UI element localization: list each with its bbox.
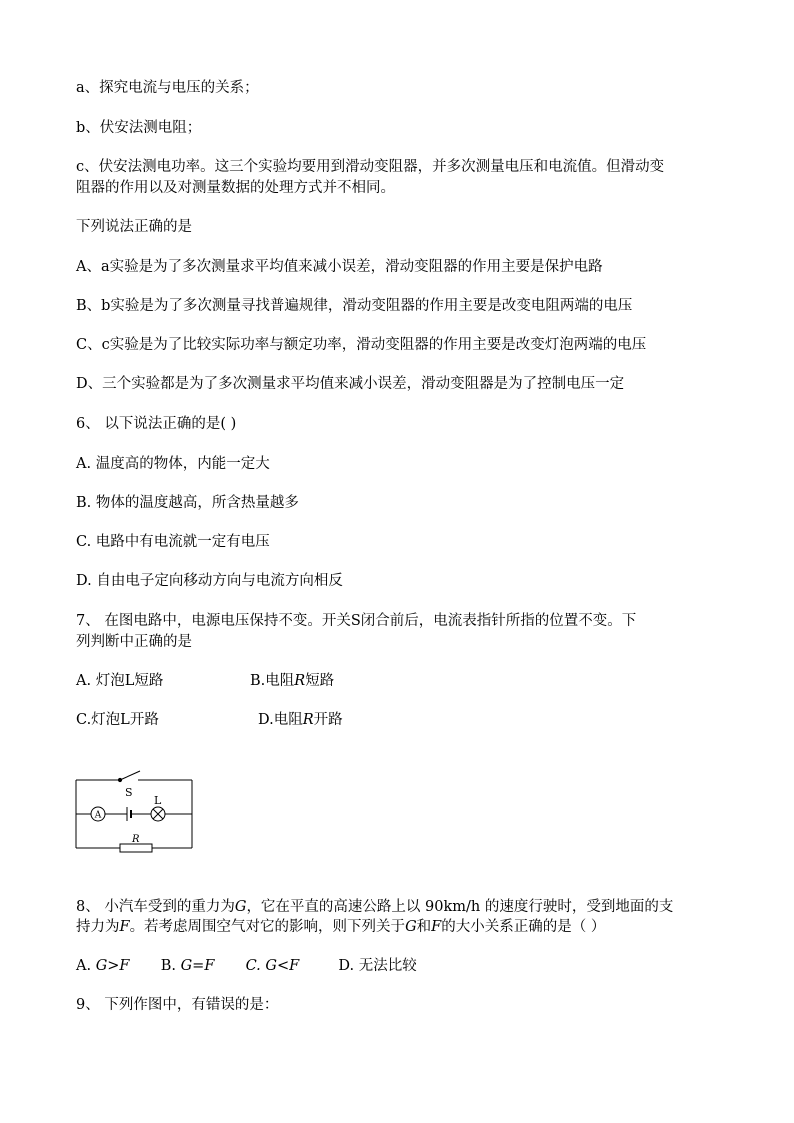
q7-option-a: A. 灯泡L短路	[76, 673, 164, 689]
q5-option-b: B、b实验是为了多次测量寻找普遍规律，滑动变阻器的作用主要是改变电阻两端的电压	[76, 298, 633, 314]
resistor-label: R	[132, 834, 140, 845]
q7-stem-line-2: 列判断中正确的是	[76, 634, 192, 650]
q6-option-b: B. 物体的温度越高，所含热量越多	[76, 495, 299, 511]
q6-option-c: C. 电路中有电流就一定有电压	[76, 534, 270, 550]
q7-option-b: B.电阻R短路	[250, 673, 335, 689]
q7-stem-line-1: 7、 在图电路中，电源电压保持不变。开关S闭合前后，电流表指针所指的位置不变。下	[76, 613, 637, 629]
q5-option-c: C、c实验是为了比较实际功率与额定功率，滑动变阻器的作用主要是改变灯泡两端的电压	[76, 337, 647, 353]
q8-option-b: B. G=F	[160, 958, 215, 974]
q6-stem: 6、 以下说法正确的是( )	[76, 416, 237, 432]
resistor	[120, 844, 152, 852]
ammeter-label: A	[94, 810, 102, 821]
item-a: a、探究电流与电压的关系；	[76, 80, 259, 96]
q9-stem: 9、 下列作图中，有错误的是：	[76, 997, 279, 1013]
q8-options	[76, 956, 417, 976]
lamp-label: L	[154, 794, 162, 807]
q7-option-d: D.电阻R开路	[258, 712, 343, 728]
q5-option-a: A、a实验是为了多次测量求平均值来减小误差，滑动变阻器的作用主要是保护电路	[76, 259, 603, 275]
q8-option-d: D. 无法比较	[338, 958, 417, 974]
q8-stem-line-1: 8、 小汽车受到的重力为G，它在平直的高速公路上以 90km/h 的速度行驶时，受到地面的支	[76, 899, 674, 915]
q8-stem-line-2: 持力为F。若考虑周围空气对它的影响，则下列关于G和F的大小关系正确的是（ ）	[76, 919, 606, 935]
q8-option-c: C. G<F	[245, 958, 300, 974]
q5-prompt: 下列说法正确的是	[76, 219, 192, 235]
item-c-line-2: 阻器的作用以及对测量数据的处理方式并不相同。	[76, 180, 395, 196]
q6-option-d: D. 自由电子定向移动方向与电流方向相反	[76, 573, 343, 589]
q7-option-c: C.灯泡L开路	[76, 712, 159, 728]
q8-option-a: A. G>F	[76, 958, 130, 974]
switch-blade	[120, 771, 140, 780]
circuit-diagram	[70, 762, 200, 858]
q5-option-d: D、三个实验都是为了多次测量求平均值来减小误差，滑动变阻器是为了控制电压一定	[76, 376, 625, 392]
item-c-line-1: c、伏安法测电功率。这三个实验均要用到滑动变阻器，并多次测量电压和电流值。但滑动变	[76, 159, 665, 175]
switch-label: S	[125, 786, 133, 799]
q6-option-a: A. 温度高的物体，内能一定大	[76, 456, 270, 472]
item-b: b、伏安法测电阻；	[76, 120, 202, 136]
